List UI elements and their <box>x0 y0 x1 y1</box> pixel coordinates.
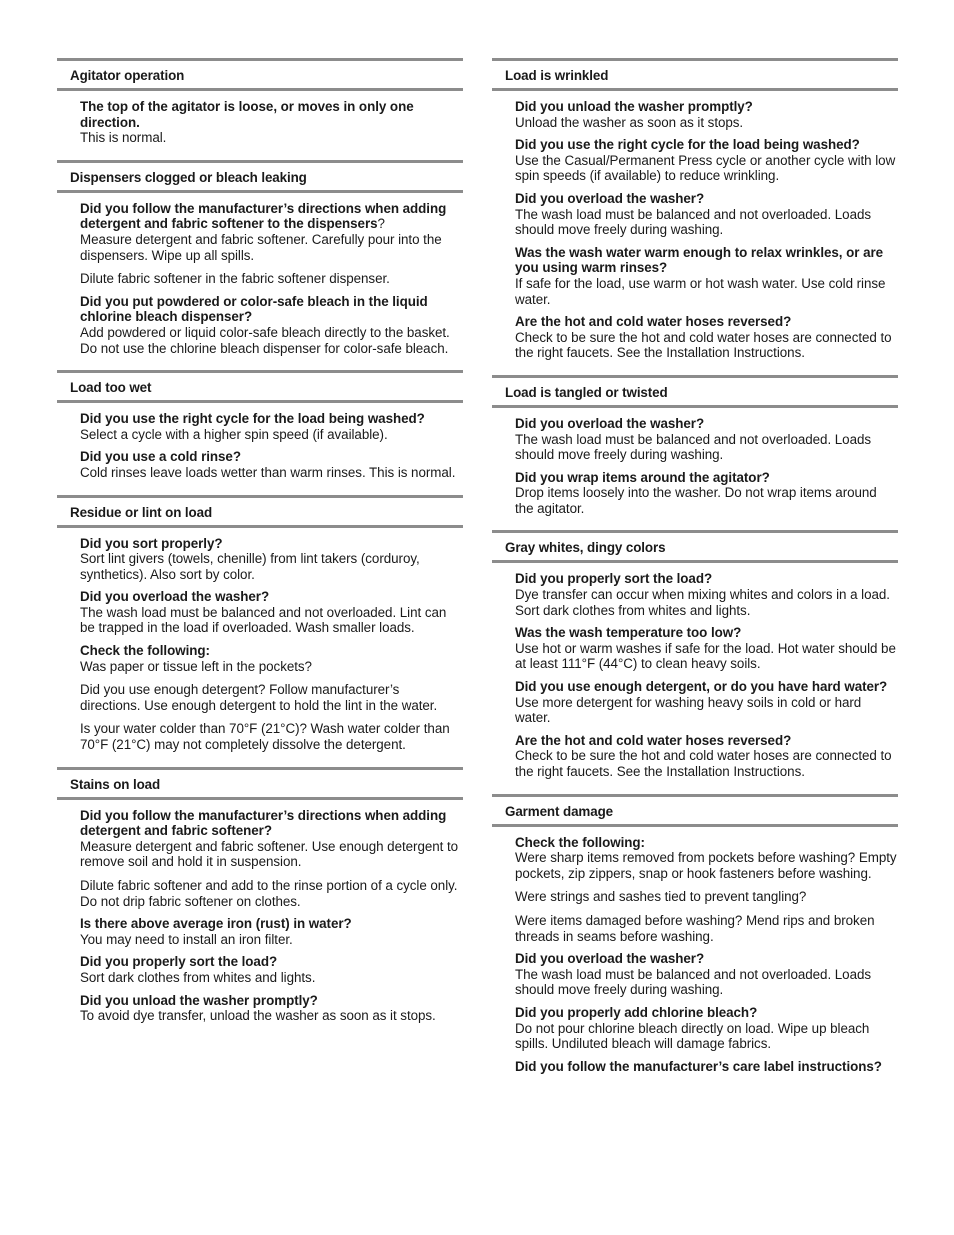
section-title: Load is tangled or twisted <box>492 375 898 408</box>
question-text: Did you unload the washer promptly? <box>80 992 318 1008</box>
entry-question <box>515 1005 898 1021</box>
entry-answer: Was paper or tissue left in the pockets? <box>80 658 312 674</box>
troubleshooting-entry <box>515 625 898 672</box>
entry-question <box>515 733 898 749</box>
left-column <box>57 58 463 1038</box>
section-body <box>57 528 463 753</box>
troubleshooting-entry <box>515 137 898 184</box>
entry-answer: Dilute fabric softener and add to the rinse portion of a cycle only. Do not drip fabric softener on clothes. <box>80 878 458 909</box>
question-text: Did you wrap items around the agitator? <box>515 469 770 485</box>
troubleshooting-entry <box>515 314 898 361</box>
entry-question <box>80 954 463 970</box>
entry-answer: Dye transfer can occur when mixing whites and colors in a load. Sort dark clothes from whites and lights. <box>515 587 890 618</box>
troubleshooting-entry <box>515 571 898 618</box>
question-text: Did you follow the manufacturer’s directions when adding detergent and fabric softener to the dispensers <box>80 200 447 232</box>
troubleshooting-entry <box>515 191 898 238</box>
question-text: Did you put powdered or color-safe bleach in the liquid chlorine bleach dispenser? <box>80 293 428 325</box>
section-title: Dispensers clogged or bleach leaking <box>57 160 463 193</box>
section-body <box>57 403 463 480</box>
entry-answer: Is your water colder than 70°F (21°C)? Wash water colder than 70°F (21°C) may not completely dissolve the detergent. <box>80 721 450 753</box>
troubleshooting-entry <box>80 993 463 1024</box>
troubleshooting-entry <box>515 1059 898 1075</box>
section-body <box>492 91 898 361</box>
entry-answer: This is normal. <box>80 130 167 146</box>
entry-answer: You may need to install an iron filter. <box>80 931 293 947</box>
question-text: Did you sort properly? <box>80 535 223 551</box>
troubleshooting-entry <box>515 1005 898 1052</box>
troubleshooting-entry <box>80 99 463 146</box>
question-suffix: ? <box>377 216 385 232</box>
question-text: Did you follow the manufacturer’s care label instructions? <box>515 1058 882 1074</box>
troubleshooting-entry <box>515 835 898 945</box>
entry-answer: Were items damaged before washing? Mend rips and broken threads in seams before washing. <box>515 912 875 944</box>
entry-question <box>80 916 463 932</box>
section-title: Garment damage <box>492 794 898 827</box>
entry-question <box>80 449 463 465</box>
entry-question <box>80 201 463 232</box>
entry-question <box>515 951 898 967</box>
entry-answer: Cold rinses leave loads wetter than warm rinses. This is normal. <box>80 464 456 480</box>
entry-answer: Were strings and sashes tied to prevent tangling? <box>515 889 807 905</box>
section-body <box>492 408 898 517</box>
entry-question <box>80 993 463 1009</box>
entry-question <box>80 589 463 605</box>
section-load-is-wrinkled <box>492 58 898 361</box>
troubleshooting-entry <box>80 954 463 985</box>
question-text: Did you overload the washer? <box>515 190 705 206</box>
question-text: The top of the agitator is loose, or moves in only one direction. <box>80 99 414 130</box>
entry-answer: To avoid dye transfer, unload the washer as soon as it stops. <box>80 1008 436 1024</box>
troubleshooting-entry <box>80 449 463 480</box>
entry-question <box>80 99 463 130</box>
section-title: Residue or lint on load <box>57 495 463 528</box>
troubleshooting-entry <box>515 951 898 998</box>
entry-question <box>515 314 898 330</box>
entry-answer: Did you use enough detergent? Follow manufacturer’s directions. Use enough detergent to hold the lint in the water. <box>80 682 438 713</box>
entry-question <box>515 245 898 276</box>
entry-question <box>515 416 898 432</box>
entry-answer: Were sharp items removed from pockets before washing? Empty pockets, zip zippers, snap or hook fasteners before washing. <box>515 850 897 881</box>
entry-answer: Measure detergent and fabric softener. Use enough detergent to remove soil and hold it in suspension. <box>80 838 459 870</box>
entry-question <box>515 679 898 695</box>
entry-question <box>80 643 463 659</box>
question-text: Did you properly add chlorine bleach? <box>515 1004 758 1020</box>
entry-answer: If safe for the load, use warm or hot wash water. Use cold rinse water. <box>515 275 886 307</box>
section-body <box>57 800 463 1024</box>
entry-question <box>80 808 463 839</box>
entry-question <box>515 99 898 115</box>
section-body <box>492 563 898 779</box>
entry-question <box>515 191 898 207</box>
right-column <box>492 58 898 1088</box>
entry-answer: The wash load must be balanced and not overloaded. Loads should move freely during washing. <box>515 431 872 463</box>
section-title: Stains on load <box>57 767 463 800</box>
entry-answer: Add powdered or liquid color-safe bleach directly to the basket. Do not use the chlorine bleach dispenser for color-safe bleach. <box>80 324 450 356</box>
section-gray-whites-dingy-colors <box>492 530 898 779</box>
troubleshooting-entry <box>515 679 898 726</box>
troubleshooting-entry <box>80 589 463 636</box>
question-text: Did you overload the washer? <box>80 589 270 605</box>
entry-answer: Use more detergent for washing heavy soils in cold or hard water. <box>515 694 862 726</box>
section-body <box>57 193 463 356</box>
troubleshooting-entry <box>515 733 898 780</box>
entry-answer: Dilute fabric softener in the fabric softener dispenser. <box>80 271 390 287</box>
question-text: Did you follow the manufacturer’s directions when adding detergent and fabric softener? <box>80 807 447 839</box>
troubleshooting-entry <box>515 470 898 517</box>
entry-answer: The wash load must be balanced and not overloaded. Loads should move freely during washing. <box>515 966 872 998</box>
entry-answer: Check to be sure the hot and cold water hoses are connected to the right faucets. See the Installation Instructions. <box>515 748 892 779</box>
question-text: Did you overload the washer? <box>515 415 705 431</box>
entry-answer: Do not pour chlorine bleach directly on load. Wipe up bleach spills. Undiluted bleach will damage fabrics. <box>515 1020 870 1052</box>
question-text: Did you use a cold rinse? <box>80 449 241 465</box>
question-text: Is there above average iron (rust) in water? <box>80 916 352 932</box>
entry-question <box>515 835 898 851</box>
entry-question <box>515 470 898 486</box>
troubleshooting-entry <box>80 201 463 287</box>
question-text: Did you use the right cycle for the load being washed? <box>515 137 860 153</box>
entry-answer: Use the Casual/Permanent Press cycle or another cycle with low spin speeds (if available) to reduce wrinkling. <box>515 152 896 184</box>
question-text: Are the hot and cold water hoses reversed? <box>515 314 792 330</box>
question-text: Did you unload the washer promptly? <box>515 99 753 114</box>
section-stains-on-load <box>57 767 463 1024</box>
question-text: Did you properly sort the load? <box>80 954 278 970</box>
entry-answer: Check to be sure the hot and cold water hoses are connected to the right faucets. See the Installation Instructions. <box>515 329 892 361</box>
section-title: Gray whites, dingy colors <box>492 530 898 563</box>
question-text: Was the wash water warm enough to relax wrinkles, or are you using warm rinses? <box>515 244 884 276</box>
question-text: Did you use the right cycle for the load being washed? <box>80 411 425 427</box>
troubleshooting-entry <box>515 416 898 463</box>
troubleshooting-entry <box>80 536 463 583</box>
entry-answer: The wash load must be balanced and not overloaded. Loads should move freely during washing. <box>515 206 872 238</box>
troubleshooting-entry <box>80 294 463 356</box>
section-load-too-wet <box>57 370 463 480</box>
troubleshooting-entry <box>80 808 463 910</box>
section-body <box>57 91 463 146</box>
entry-answer: Use hot or warm washes if safe for the load. Hot water should be at least 111°F (44°C) to clean heavy soils. <box>515 640 896 672</box>
section-dispensers-clogged-or-bleach-leaking <box>57 160 463 356</box>
entry-question <box>515 137 898 153</box>
entry-question <box>515 625 898 641</box>
section-agitator-operation <box>57 58 463 146</box>
entry-question <box>80 536 463 552</box>
entry-answer: Drop items loosely into the washer. Do not wrap items around the agitator. <box>515 485 877 516</box>
entry-answer: The wash load must be balanced and not overloaded. Lint can be trapped in the load if overloaded. Wash smaller loads. <box>80 604 447 636</box>
entry-question <box>515 1059 898 1075</box>
section-title: Load too wet <box>57 370 463 403</box>
entry-answer: Sort dark clothes from whites and lights. <box>80 969 316 985</box>
troubleshooting-entry <box>515 99 898 130</box>
troubleshooting-entry <box>80 916 463 947</box>
troubleshooting-entry <box>80 411 463 442</box>
entry-question <box>80 411 463 427</box>
section-garment-damage <box>492 794 898 1075</box>
entry-question <box>515 571 898 587</box>
question-text: Check the following: <box>515 834 645 850</box>
entry-answer: Unload the washer as soon as it stops. <box>515 114 744 130</box>
question-text: Are the hot and cold water hoses reversed? <box>515 732 792 748</box>
question-text: Check the following: <box>80 643 210 659</box>
entry-answer: Sort lint givers (towels, chenille) from lint takers (corduroy, synthetics). Also sort by color. <box>80 551 420 582</box>
troubleshooting-entry <box>515 245 898 307</box>
section-residue-or-lint-on-load <box>57 495 463 753</box>
question-text: Was the wash temperature too low? <box>515 625 742 641</box>
section-load-is-tangled-or-twisted <box>492 375 898 517</box>
section-title: Load is wrinkled <box>492 58 898 91</box>
entry-answer: Select a cycle with a higher spin speed (if available). <box>80 426 388 442</box>
question-text: Did you properly sort the load? <box>515 571 713 587</box>
troubleshooting-entry <box>80 643 463 753</box>
question-text: Did you use enough detergent, or do you have hard water? <box>515 679 888 695</box>
section-body <box>492 827 898 1075</box>
entry-answer: Measure detergent and fabric softener. Carefully pour into the dispensers. Wipe up all spills. <box>80 231 442 263</box>
question-text: Did you overload the washer? <box>515 951 705 967</box>
section-title: Agitator operation <box>57 58 463 91</box>
entry-question <box>80 294 463 325</box>
